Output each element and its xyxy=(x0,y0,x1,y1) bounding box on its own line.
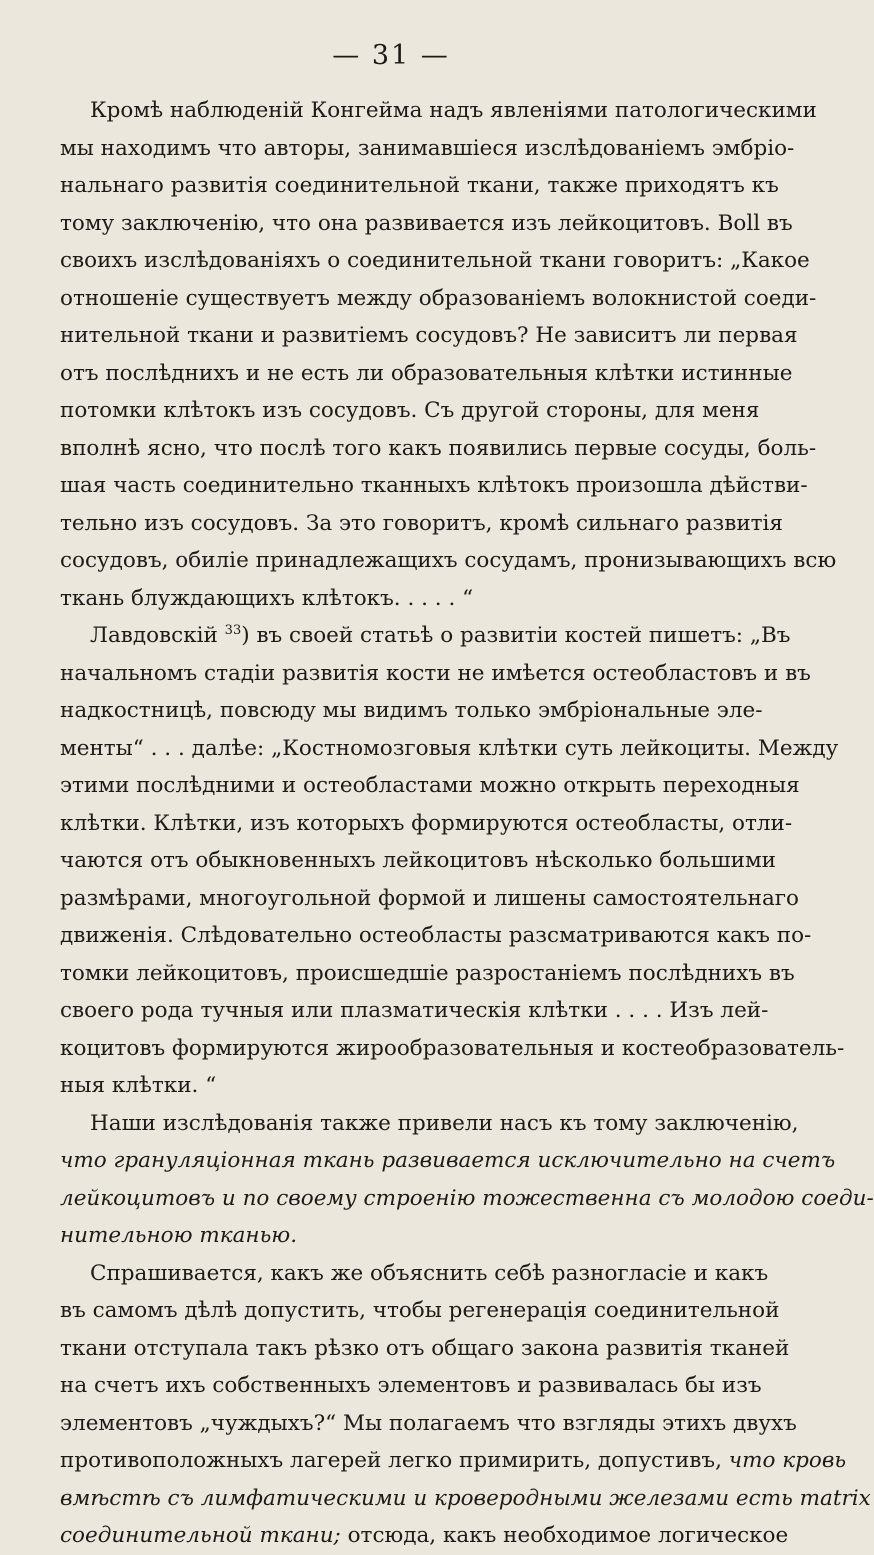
text-line: отъ послѣднихъ и не есть ли образовательныя клѣтки истинные xyxy=(60,360,793,386)
text-line: надкостницѣ, повсюду мы видимъ только эмбріональные эле- xyxy=(60,698,763,723)
text-line: шая часть соединительно тканныхъ клѣтокъ произошла дѣйстви- xyxy=(60,473,808,498)
text-line: начальномъ стадіи развитія кости не имѣется остеобластовъ и въ xyxy=(60,660,811,686)
text-line: Кромѣ наблюденій Конгейма надъ явленіями патологическими xyxy=(90,98,817,123)
text-line: ткани отступала такъ рѣзко отъ общаго закона развитія тканей xyxy=(60,1335,790,1361)
text-line: нительной ткани и развитіемъ сосудовъ? Не зависитъ ли первая xyxy=(60,323,798,348)
text-line: чаются отъ обыкновенныхъ лейкоцитовъ нѣсколько большими xyxy=(60,848,777,873)
text-line: Лавдовскій $^{33}$) въ своей статьѣ о развитіи костей пишетъ: „Въ xyxy=(90,622,791,648)
text-line: тельно изъ сосудовъ. За это говоритъ, кромѣ сильнаго развитія xyxy=(60,510,783,536)
text-line: этими послѣдними и остеобластами можно открыть переходныя xyxy=(60,773,800,798)
text-line: отношеніе существуетъ между образованіемъ волокнистой соеди- xyxy=(60,285,817,311)
text-line: вполнѣ ясно, что послѣ того какъ появились первые сосуды, боль- xyxy=(60,435,817,461)
text-line: томки лейкоцитовъ, происшедшіе разростаніемъ послѣднихъ въ xyxy=(60,960,795,986)
text-line: ткань блуждающихъ клѣтокъ. . . . . “ xyxy=(60,585,474,611)
text-line: элементовъ „чуждыхъ?“ Мы полагаемъ что взгляды этихъ двухъ xyxy=(60,1410,797,1436)
text-line: вмѣстѣ съ лимфатическими и кроверодными железами есть matrix xyxy=(60,1485,871,1511)
text-line: Наши изслѣдованія также привели насъ къ тому заключенію, xyxy=(90,1110,799,1136)
text-line: въ самомъ дѣлѣ допустить, чтобы регенерація соединительной xyxy=(60,1298,780,1323)
text-line: менты“ . . . далѣе: „Костномозговыя клѣтки суть лейкоциты. Между xyxy=(60,735,839,761)
text-line: клѣтки. Клѣтки, изъ которыхъ формируются остеобласты, отли- xyxy=(60,810,793,836)
text-line: Спрашивается, какъ же объяснить себѣ разногласіе и какъ xyxy=(90,1260,769,1286)
text-line: лейкоцитовъ и по своему строенію тожественна съ молодою соеди- xyxy=(60,1185,874,1211)
page-number: — 31 — xyxy=(332,40,450,71)
text-line: ныя клѣтки. “ xyxy=(60,1073,217,1098)
text-line: нальнаго развитія соединительной ткани, также приходятъ къ xyxy=(60,173,779,198)
text-line: своихъ изслѣдованіяхъ о соединительной ткани говоритъ: „Какое xyxy=(60,248,810,273)
text-line: нительною тканью. xyxy=(60,1223,298,1248)
text-line: мы находимъ что авторы, занимавшіеся изслѣдованіемъ эмбріо- xyxy=(60,135,795,161)
text-line: своего рода тучныя или плазматическія клѣтки . . . . Изъ лей- xyxy=(60,998,769,1023)
body-text xyxy=(60,92,874,1555)
text-line: коцитовъ формируются жирообразовательныя и костеобразователь- xyxy=(60,1035,845,1061)
text-line: соединительной ткани; отсюда, какъ необходимое логическое xyxy=(60,1523,789,1548)
text-line: потомки клѣтокъ изъ сосудовъ. Съ другой стороны, для меня xyxy=(60,398,760,423)
text-line: на счетъ ихъ собственныхъ элементовъ и развивалась бы изъ xyxy=(60,1373,762,1398)
text-line: размѣрами, многоугольной формой и лишены самостоятельнаго xyxy=(60,885,799,911)
text-line: сосудовъ, обиліе принадлежащихъ сосудамъ, пронизывающихъ всю xyxy=(60,548,837,573)
text-line: тому заключенію, что она развивается изъ лейкоцитовъ. Воll въ xyxy=(60,210,793,236)
text-line: что грануляціонная ткань развивается исключительно на счетъ xyxy=(60,1148,836,1173)
text-line: движенія. Слѣдовательно остеобласты разсматриваются какъ по- xyxy=(60,923,812,948)
footnote-ref: 33 xyxy=(224,622,242,638)
text-line: противоположныхъ лагерей легко примирить, допустивъ, что кровь xyxy=(60,1448,847,1473)
